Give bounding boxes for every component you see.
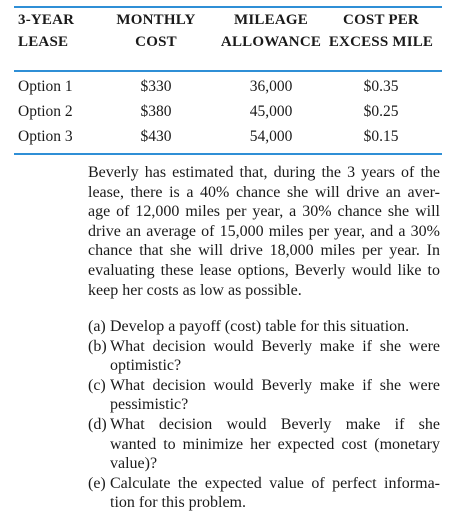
header-mileage-allowance-line1: MILEAGE <box>234 12 308 28</box>
row-1-monthly-cost: $330 <box>140 78 172 95</box>
table-header-rule <box>14 70 442 72</box>
header-mileage-allowance-line2: ALLOWANCE <box>220 34 322 50</box>
header-cost-per-excess-mile-line1: COST PER <box>343 12 419 28</box>
header-monthly-cost-line1: MONTHLY <box>116 12 196 28</box>
description-line: lease, there is a 40% chance she will drive an aver- <box>88 183 440 201</box>
question-c <box>88 376 440 415</box>
question-label: (e) <box>88 474 106 492</box>
question-d <box>88 415 440 474</box>
table-top-rule <box>14 6 442 8</box>
header-mileage-allowance <box>210 9 332 53</box>
row-3-cost-per-excess-mile: $0.15 <box>363 128 399 145</box>
header-monthly-cost-line2: COST <box>135 34 177 50</box>
row-3-mileage-allowance: 54,000 <box>249 128 293 145</box>
row-1-mileage-allowance: 36,000 <box>249 78 293 95</box>
question-label: (c) <box>88 376 106 394</box>
row-3-monthly-cost: $430 <box>140 128 172 145</box>
row-1-option: Option 1 <box>18 78 73 95</box>
description-line: Beverly has estimated that, during the 3 years of the <box>88 164 440 181</box>
question-text-line: tion for this problem. <box>110 494 246 512</box>
question-label: (b) <box>88 337 107 355</box>
question-text-line: optimistic? <box>110 357 182 375</box>
question-text-line: value)? <box>110 455 158 473</box>
table-bottom-rule <box>14 153 442 155</box>
description-line: evaluating these lease options, Beverly would like to <box>88 261 440 279</box>
problem-description <box>88 163 440 300</box>
row-3-option: Option 3 <box>18 128 73 145</box>
row-2-option: Option 2 <box>18 103 73 120</box>
question-text-line: Develop a payoff (cost) table for this situation. <box>110 318 410 335</box>
question-text-line: wanted to minimize her expected cost (monetary <box>110 435 440 453</box>
question-text-line: pessimistic? <box>110 396 189 414</box>
question-list <box>88 317 440 513</box>
question-label: (a) <box>88 318 106 335</box>
header-cost-per-excess-mile-line2: EXCESS MILE <box>328 34 434 50</box>
question-b <box>88 337 440 376</box>
question-text-line: What decision would Beverly make if she were <box>110 376 440 394</box>
header-cost-per-excess-mile <box>320 9 442 53</box>
header-lease <box>18 9 74 53</box>
description-line: age of 12,000 miles per year, a 30% chance she will <box>88 203 440 221</box>
row-1-cost-per-excess-mile: $0.35 <box>363 78 399 95</box>
question-label: (d) <box>88 415 107 433</box>
question-a <box>88 317 440 337</box>
header-monthly-cost <box>110 9 202 53</box>
row-2-monthly-cost: $380 <box>140 103 172 120</box>
row-2-cost-per-excess-mile: $0.25 <box>363 103 399 120</box>
header-lease-line1: 3-YEAR <box>18 12 75 28</box>
header-lease-line2: LEASE <box>18 34 69 50</box>
description-line: keep her costs as low as possible. <box>88 281 302 299</box>
question-text-line: What decision would Beverly make if she <box>110 415 440 433</box>
question-e <box>88 474 440 513</box>
question-text-line: Calculate the expected value of perfect informa- <box>110 474 440 492</box>
description-line: chance that she will drive 18,000 miles per year. In <box>88 242 440 260</box>
question-text-line: What decision would Beverly make if she were <box>110 337 440 355</box>
description-line: drive an average of 15,000 miles per year, and a 30% <box>88 222 440 240</box>
row-2-mileage-allowance: 45,000 <box>249 103 293 120</box>
